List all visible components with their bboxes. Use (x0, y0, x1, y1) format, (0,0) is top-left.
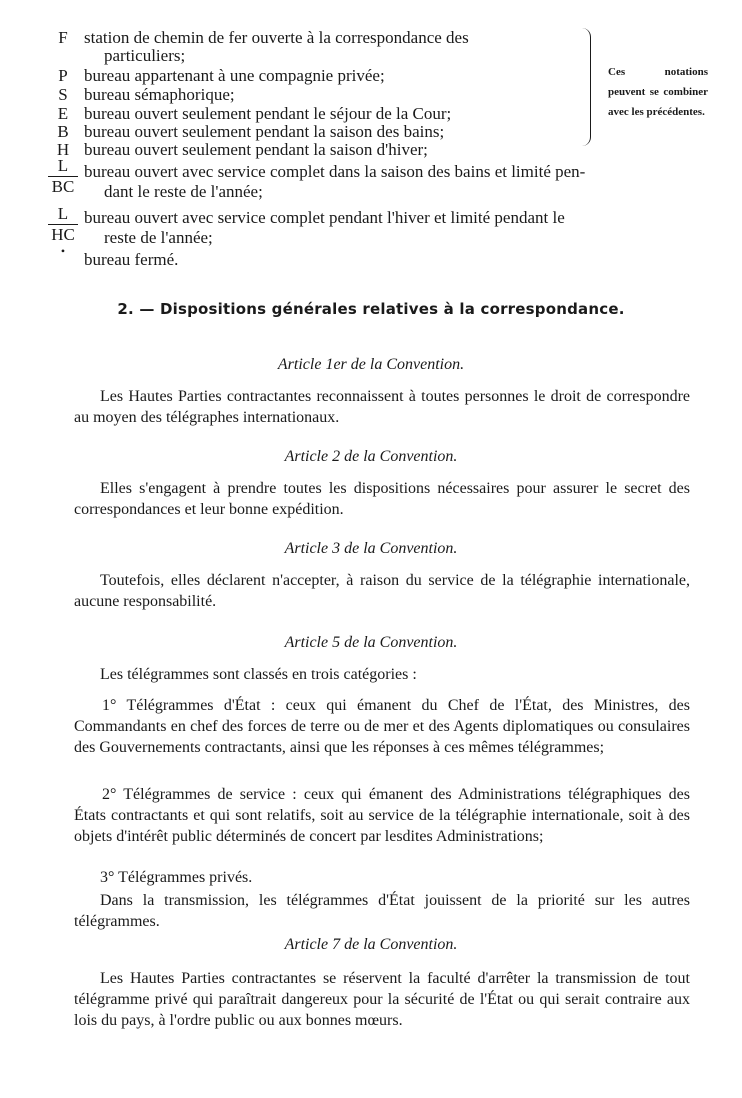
article-text: Elles s'engagent à prendre toutes les dispositions nécessaires pour assurer le secret des correspondances et leur bonne expédition. (74, 480, 690, 518)
legend-text-continuation: dant le reste de l'année; (104, 182, 263, 201)
legend-code: E (57, 104, 69, 123)
legend-text: bureau ouvert seulement pendant le séjour de la Cour; (84, 104, 452, 123)
legend-brace-note: Ces notations peuvent se combiner avec les précédentes. (608, 66, 708, 118)
legend-code: F (58, 28, 68, 47)
article-text: Dans la transmission, les télégrammes d'État jouissent de la priorité sur les autres télégrammes. (74, 892, 690, 930)
article-title: Article 7 de la Convention. (284, 936, 458, 953)
article-title: Article 5 de la Convention. (284, 634, 458, 651)
legend-code: B (57, 122, 69, 141)
article-title: Article 1er de la Convention. (277, 356, 465, 373)
legend-text: bureau ouvert avec service complet dans la saison des bains et limité pen- (84, 162, 586, 181)
article-text: Les Hautes Parties contractantes se réservent la faculté d'arrêter la transmission de tout télégramme privé qui paraîtrait dangereux pour la sécurité de l'État ou qui serait contraire aux lois du pays, à l'ordre public ou aux bonnes mœurs. (74, 970, 690, 1029)
article-text: Toutefois, elles déclarent n'accepter, à raison du service de la télégraphie internationale, aucune responsabilité. (74, 572, 690, 610)
legend-text: bureau appartenant à une compagnie privée; (84, 66, 385, 85)
legend-text-continuation: reste de l'année; (104, 228, 213, 247)
legend-text: bureau ouvert seulement pendant la saison des bains; (84, 122, 445, 141)
fraction-numerator: L (48, 204, 78, 225)
article-text: Les Hautes Parties contractantes reconnaissent à toutes personnes le droit de correspondre au moyen des télégraphes internationaux. (74, 388, 690, 426)
combined-code-fraction (48, 156, 78, 197)
legend-text: bureau sémaphorique; (84, 85, 235, 104)
category-service-telegrams: 2° Télégrammes de service : ceux qui émanent des Administrations télégraphiques des États contractants et qui sont relatifs, soit au service de la télégraphie internationale, soit à des objets d'intérêt public déterminés de concert par lesdites Administrations; (74, 786, 690, 845)
article-intro: Les télégrammes sont classés en trois catégories : (100, 666, 417, 683)
legend-text-continuation: particuliers; (104, 46, 186, 65)
legend-code: P (58, 66, 68, 85)
closed-mark: • (60, 244, 66, 258)
article-title: Article 3 de la Convention. (284, 540, 458, 557)
legend-text: bureau ouvert seulement pendant la saison d'hiver; (84, 140, 428, 159)
fraction-numerator: L (48, 156, 78, 177)
article-title: Article 2 de la Convention. (284, 448, 458, 465)
combined-code-fraction (48, 204, 78, 245)
fraction-denominator: HC (51, 225, 75, 244)
legend-brace (582, 28, 591, 146)
section-title: 2. — Dispositions générales relatives à la correspondance. (117, 300, 625, 318)
category-state-telegrams: 1° Télégrammes d'État : ceux qui émanent du Chef de l'État, des Ministres, des Commandants en chef des forces de terre ou de mer et des Agents diplomatiques ou consulaires des Gouvernements contractants, ainsi que les réponses à ces mêmes télégrammes; (74, 697, 690, 756)
category-private-telegrams: 3° Télégrammes privés. (100, 869, 253, 886)
legend-text: bureau ouvert avec service complet pendant l'hiver et limité pendant le (84, 208, 565, 227)
legend-text: bureau fermé. (84, 250, 179, 269)
fraction-denominator: BC (51, 177, 75, 196)
legend-code: S (58, 85, 68, 104)
legend-text: station de chemin de fer ouverte à la correspondance des (84, 28, 469, 47)
legend-code: H (56, 140, 70, 159)
